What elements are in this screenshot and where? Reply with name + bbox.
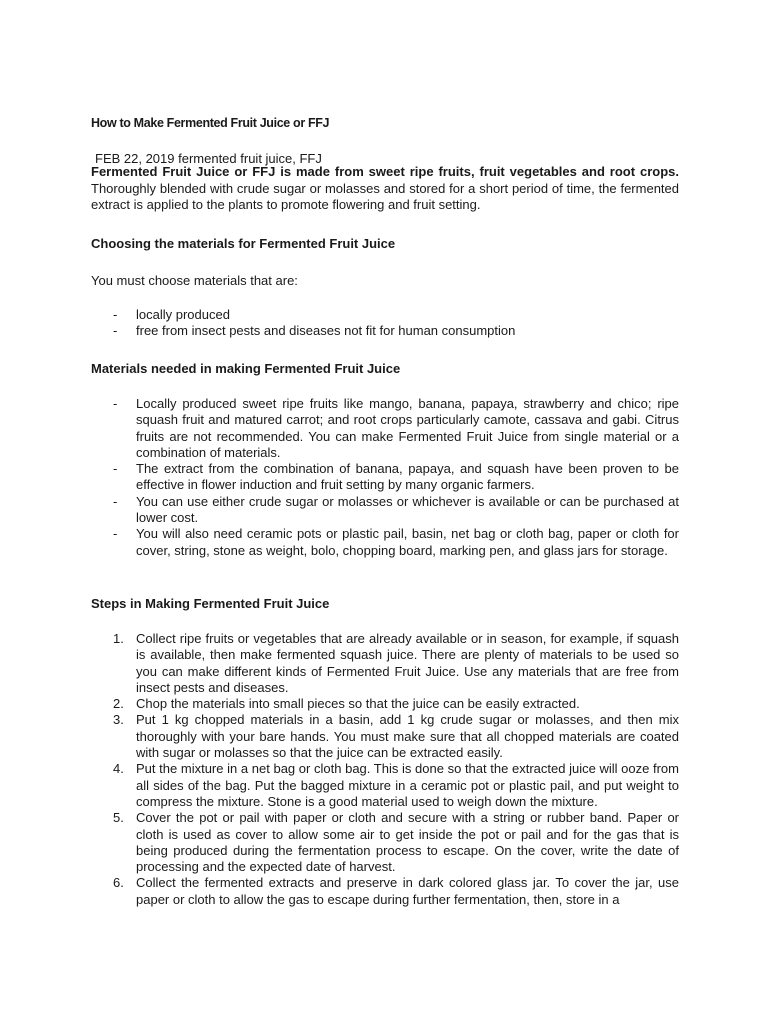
choosing-list — [91, 307, 679, 340]
step-item — [91, 875, 679, 908]
choosing-lead: You must choose materials that are: — [91, 273, 298, 288]
list-item-text: The extract from the combination of banana, papaya, and squash have been proven to be effective in flower induction and fruit setting by many organic farmers. — [136, 461, 679, 493]
step-number: 2. — [113, 696, 124, 712]
list-item-text: locally produced — [136, 307, 230, 322]
list-item-text: Locally produced sweet ripe fruits like mango, banana, papaya, strawberry and chico; ripe squash fruit and matured carrot; and root crops particularly camote, cassava and gabi. Citrus fruits are not recommended. You can make Fermented Fruit Juice from single material or a combination of materials. — [136, 396, 679, 460]
intro-paragraph — [91, 164, 679, 214]
list-item — [91, 526, 679, 559]
intro-text: Thoroughly blended with crude sugar or molasses and stored for a short period of time, the fermented extract is applied to the plants to promote flowering and fruit setting. — [91, 180, 679, 212]
list-item-text: free from insect pests and diseases not fit for human consumption — [136, 323, 516, 339]
step-text: Put the mixture in a net bag or cloth bag. This is done so that the extracted juice will ooze from all sides of the bag. Put the bagged mixture in a ceramic pot or plastic pail, and put weight to compress the mixture. Stone is a good material used to weigh down the mixture. — [136, 761, 679, 809]
step-item — [91, 761, 679, 810]
steps-heading: Steps in Making Fermented Fruit Juice — [91, 596, 330, 611]
steps-list — [91, 631, 679, 908]
step-number: 4. — [113, 761, 124, 777]
step-number: 1. — [113, 631, 124, 646]
step-number: 5. — [113, 810, 124, 826]
step-item — [91, 631, 679, 696]
list-item — [91, 396, 679, 461]
step-item — [91, 712, 679, 761]
intro-bold-text: Fermented Fruit Juice or FFJ is made from sweet ripe fruits, fruit vegetables and root crops. — [91, 164, 679, 179]
list-item-text: You will also need ceramic pots or plastic pail, basin, net bag or cloth bag, paper or cloth for cover, string, stone as weight, bolo, chopping board, marking pen, and glass jars for storage. — [136, 526, 679, 558]
list-item-text: You can use either crude sugar or molasses or whichever is available or can be purchased at lower cost. — [136, 493, 679, 526]
list-marker: - — [113, 307, 118, 322]
list-marker: - — [113, 493, 118, 509]
step-item — [91, 810, 679, 875]
list-item — [91, 307, 679, 323]
step-text: Chop the materials into small pieces so that the juice can be easily extracted. — [136, 696, 580, 712]
step-number: 3. — [113, 712, 124, 728]
materials-heading: Materials needed in making Fermented Fruit Juice — [91, 361, 401, 376]
materials-list — [91, 396, 679, 559]
step-text: Collect the fermented extracts and preserve in dark colored glass jar. To cover the jar, use paper or cloth to allow the gas to escape during further fermentation, then, store in a — [136, 875, 679, 907]
step-text: Collect ripe fruits or vegetables that are already available or in season, for example, if squash is available, then make fermented squash juice. There are plenty of materials to be used so you can make different kinds of Fermented Fruit Juice. Use any materials that are free from insect pests and diseases. — [136, 631, 679, 695]
post-meta: FEB 22, 2019 fermented fruit juice, FFJ — [95, 151, 322, 166]
list-marker: - — [113, 323, 118, 339]
list-marker: - — [113, 396, 118, 411]
step-text: Put 1 kg chopped materials in a basin, add 1 kg crude sugar or molasses, and then mix thoroughly with your bare hands. You must make sure that all chopped materials are coated with sugar or molasses so that the juice can be extracted easily. — [136, 712, 679, 761]
list-item — [91, 494, 679, 527]
list-marker: - — [113, 461, 118, 477]
document-title: How to Make Fermented Fruit Juice or FFJ — [91, 116, 330, 130]
step-text: Cover the pot or pail with paper or cloth and secure with a string or rubber band. Paper or cloth is used as cover to allow some air to get inside the pot or pail and for the gas that is being produced during the fermentation process to escape. On the cover, write the date of processing and the expected date of harvest. — [136, 810, 679, 875]
choosing-heading: Choosing the materials for Fermented Fruit Juice — [91, 236, 396, 251]
step-item — [91, 696, 679, 712]
list-item — [91, 323, 679, 339]
list-marker: - — [113, 526, 118, 542]
list-item — [91, 461, 679, 494]
step-number: 6. — [113, 875, 124, 891]
